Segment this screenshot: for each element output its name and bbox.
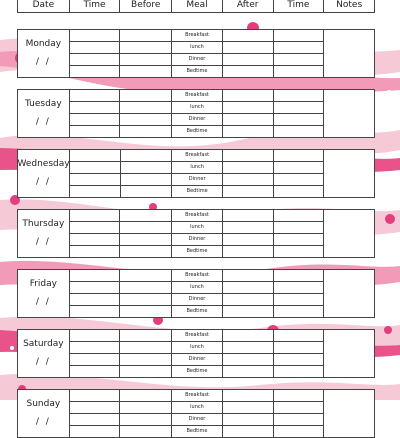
before-entry-cell[interactable] [120,126,171,137]
meal-label: lunch [172,42,222,54]
time-after-entry-cell[interactable] [274,390,324,402]
after-entry-cell[interactable] [223,150,273,162]
before-entry-cell[interactable] [120,306,171,317]
after-column[interactable] [223,150,274,197]
time-before-entry-cell[interactable] [70,426,120,437]
after-entry-cell[interactable] [223,426,273,437]
meal-label: Dinner [172,234,222,246]
meal-label: Dinner [172,414,222,426]
before-entry-cell[interactable] [120,330,171,342]
meal-label: lunch [172,402,222,414]
after-entry-cell[interactable] [223,174,273,186]
after-entry-cell[interactable] [223,306,273,317]
day-label-cell [18,90,70,137]
after-entry-cell[interactable] [223,414,273,426]
time-before-column[interactable] [70,30,121,77]
day-row [17,209,375,258]
meal-label: Dinner [172,294,222,306]
meal-label: Bedtime [186,308,208,314]
time-before-entry-cell[interactable] [70,126,120,137]
meal-label: Bedtime [186,188,208,194]
before-entry-cell[interactable] [120,354,171,366]
notes-column[interactable] [324,330,374,377]
time-after-entry-cell[interactable] [274,270,324,282]
time-before-entry-cell[interactable] [70,114,120,126]
time-after-column[interactable] [274,90,325,137]
before-entry-cell[interactable] [120,114,171,126]
before-entry-cell[interactable] [121,162,172,174]
meal-label: Bedtime [186,428,208,434]
after-entry-cell[interactable] [223,66,273,77]
time-before-entry-cell[interactable] [70,42,120,54]
after-entry-cell[interactable] [223,402,273,414]
time-after-entry-cell[interactable] [274,126,324,137]
before-column[interactable] [120,270,172,317]
meal-label: Breakfast [172,390,222,402]
time-before-column[interactable] [70,210,121,257]
after-entry-cell[interactable] [223,282,273,294]
after-entry-cell[interactable] [223,90,273,102]
time-before-entry-cell[interactable] [70,66,120,77]
day-name: Monday [25,39,62,49]
before-entry-cell[interactable] [120,222,171,234]
meal-column [172,390,223,437]
time-after-entry-cell[interactable] [274,354,324,366]
after-entry-cell[interactable] [223,330,273,342]
time-before-entry-cell[interactable] [70,270,120,282]
before-entry-cell[interactable] [120,342,171,354]
time-before-entry-cell[interactable] [70,354,120,366]
before-entry-cell[interactable] [120,402,171,414]
meal-label: Dinner [172,354,222,366]
before-entry-cell[interactable] [120,294,171,306]
time-after-entry-cell[interactable] [274,294,324,306]
time-after-column[interactable] [274,150,325,197]
after-entry-cell[interactable] [223,342,273,354]
meal-column [172,330,223,377]
after-column[interactable] [223,30,274,77]
after-entry-cell[interactable] [223,270,273,282]
day-name: Saturday [23,339,64,349]
notes-column[interactable] [324,90,374,137]
time-after-entry-cell[interactable] [274,66,324,77]
after-entry-cell[interactable] [223,186,273,197]
before-column[interactable] [120,30,172,77]
before-entry-cell[interactable] [120,246,171,257]
before-column[interactable] [121,150,173,197]
after-column[interactable] [223,330,274,377]
time-before-entry-cell[interactable] [70,90,120,102]
day-row [17,29,375,78]
time-before-entry-cell[interactable] [70,306,120,317]
meal-label: Breakfast [172,330,222,342]
meal-label: Breakfast [172,150,222,162]
after-entry-cell[interactable] [223,222,273,234]
after-entry-cell[interactable] [223,102,273,114]
time-after-column[interactable] [274,270,325,317]
time-before-column[interactable] [70,270,121,317]
time-after-entry-cell[interactable] [274,330,324,342]
before-entry-cell[interactable] [120,366,171,377]
after-entry-cell[interactable] [223,354,273,366]
time-after-entry-cell[interactable] [274,186,324,197]
time-after-entry-cell[interactable] [274,366,324,377]
day-date-field[interactable]: / / [35,237,51,247]
before-column[interactable] [120,210,172,257]
before-column[interactable] [120,390,172,437]
time-after-column[interactable] [274,30,325,77]
before-entry-cell[interactable] [120,426,171,437]
time-after-entry-cell[interactable] [274,150,324,162]
time-after-entry-cell[interactable] [274,222,324,234]
day-date-field[interactable]: / / [35,297,51,307]
day-row [17,329,375,378]
time-before-entry-cell[interactable] [70,294,120,306]
meal-label: lunch [172,222,222,234]
after-column[interactable] [223,90,274,137]
after-entry-cell[interactable] [223,30,273,42]
time-before-entry-cell[interactable] [70,162,120,174]
day-date-field[interactable]: / / [35,57,51,67]
after-entry-cell[interactable] [223,390,273,402]
meal-column [172,270,223,317]
after-entry-cell[interactable] [223,366,273,377]
before-entry-cell[interactable] [120,270,171,282]
meal-label: Bedtime [186,248,208,254]
day-row [17,269,375,318]
meal-column [172,210,223,257]
after-column[interactable] [223,210,274,257]
day-name: Wednesday [17,159,70,169]
meal-label: lunch [172,282,222,294]
before-entry-cell[interactable] [120,102,171,114]
notes-column[interactable] [324,30,374,77]
before-entry-cell[interactable] [120,234,171,246]
meal-label: lunch [172,102,222,114]
day-date-field[interactable]: / / [35,417,51,427]
day-row [17,149,375,198]
after-entry-cell[interactable] [223,114,273,126]
day-name: Tuesday [25,99,62,109]
day-date-field[interactable]: / / [36,177,51,187]
before-entry-cell[interactable] [121,174,172,186]
meal-label: Breakfast [172,90,222,102]
time-after-entry-cell[interactable] [274,342,324,354]
time-before-column[interactable] [70,390,121,437]
day-label-cell [18,210,70,257]
time-after-entry-cell[interactable] [274,30,324,42]
notes-column[interactable] [324,390,374,437]
before-entry-cell[interactable] [120,66,171,77]
time-before-entry-cell[interactable] [70,390,120,402]
meal-label: Dinner [172,114,222,126]
day-label-cell [18,270,70,317]
notes-column[interactable] [324,210,374,257]
after-entry-cell[interactable] [223,294,273,306]
time-before-entry-cell[interactable] [70,174,120,186]
time-after-entry-cell[interactable] [274,402,324,414]
time-after-entry-cell[interactable] [274,54,324,66]
time-after-column[interactable] [274,390,325,437]
after-column[interactable] [223,270,274,317]
time-after-entry-cell[interactable] [274,234,324,246]
day-name: Friday [29,279,57,289]
time-after-entry-cell[interactable] [274,246,324,257]
meal-label: lunch [172,162,222,174]
time-after-entry-cell[interactable] [274,162,324,174]
meal-label: Breakfast [172,270,222,282]
header-time-after: Time [274,0,325,12]
day-date-field[interactable]: / / [35,117,51,127]
meal-label: Dinner [172,54,222,66]
time-before-column[interactable] [70,150,121,197]
time-after-column[interactable] [274,210,325,257]
notes-column[interactable] [324,270,374,317]
time-before-entry-cell[interactable] [70,102,120,114]
time-after-entry-cell[interactable] [274,414,324,426]
meal-label: lunch [172,342,222,354]
before-column[interactable] [120,330,172,377]
before-entry-cell[interactable] [120,414,171,426]
time-after-entry-cell[interactable] [274,174,324,186]
day-date-field[interactable]: / / [35,357,51,367]
meal-label: Bedtime [186,128,208,134]
header-before: Before [120,0,172,12]
time-before-entry-cell[interactable] [70,186,120,197]
time-before-column[interactable] [70,90,121,137]
meal-column [172,90,223,137]
time-after-entry-cell[interactable] [274,282,324,294]
time-before-entry-cell[interactable] [70,234,120,246]
meal-column [172,30,223,77]
day-row [17,389,375,438]
time-before-entry-cell[interactable] [70,282,120,294]
time-before-column[interactable] [70,330,121,377]
time-before-entry-cell[interactable] [70,30,120,42]
day-row [17,89,375,138]
time-after-entry-cell[interactable] [274,90,324,102]
before-entry-cell[interactable] [120,54,171,66]
time-after-entry-cell[interactable] [274,306,324,317]
header-time-before: Time [70,0,121,12]
time-before-entry-cell[interactable] [70,402,120,414]
after-column[interactable] [223,390,274,437]
after-entry-cell[interactable] [223,126,273,137]
time-after-column[interactable] [274,330,325,377]
before-entry-cell[interactable] [121,150,172,162]
header-date: Date [18,0,70,12]
time-after-entry-cell[interactable] [274,114,324,126]
day-label-cell [18,390,70,437]
meal-label: Bedtime [186,368,208,374]
notes-column[interactable] [324,150,374,197]
time-after-entry-cell[interactable] [274,426,324,437]
before-column[interactable] [120,90,172,137]
day-name: Thursday [22,219,65,229]
time-before-entry-cell[interactable] [70,150,120,162]
after-entry-cell[interactable] [223,162,273,174]
time-before-entry-cell[interactable] [70,366,120,377]
day-label-cell [18,150,70,197]
day-name: Sunday [26,399,61,409]
before-entry-cell[interactable] [120,390,171,402]
after-entry-cell[interactable] [223,42,273,54]
after-entry-cell[interactable] [223,210,273,222]
time-before-entry-cell[interactable] [70,54,120,66]
time-after-entry-cell[interactable] [274,210,324,222]
header-notes: Notes [336,0,363,10]
header-meal: Meal [172,0,223,12]
meal-label: Dinner [172,174,222,186]
table-header-row [17,0,375,13]
time-after-entry-cell[interactable] [274,102,324,114]
before-entry-cell[interactable] [120,282,171,294]
before-entry-cell[interactable] [121,186,172,197]
meal-label: Bedtime [186,68,208,74]
time-before-entry-cell[interactable] [70,330,120,342]
after-entry-cell[interactable] [223,54,273,66]
before-entry-cell[interactable] [120,30,171,42]
time-before-entry-cell[interactable] [70,342,120,354]
before-entry-cell[interactable] [120,42,171,54]
meal-label: Breakfast [172,210,222,222]
time-before-entry-cell[interactable] [70,246,120,257]
day-label-cell [18,30,70,77]
time-before-entry-cell[interactable] [70,222,120,234]
meal-column [172,150,223,197]
before-entry-cell[interactable] [120,90,171,102]
time-after-entry-cell[interactable] [274,42,324,54]
day-label-cell [18,330,70,377]
after-entry-cell[interactable] [223,234,273,246]
header-after: After [223,0,274,12]
after-entry-cell[interactable] [223,246,273,257]
time-before-entry-cell[interactable] [70,414,120,426]
meal-label: Breakfast [172,30,222,42]
time-before-entry-cell[interactable] [70,210,120,222]
before-entry-cell[interactable] [120,210,171,222]
